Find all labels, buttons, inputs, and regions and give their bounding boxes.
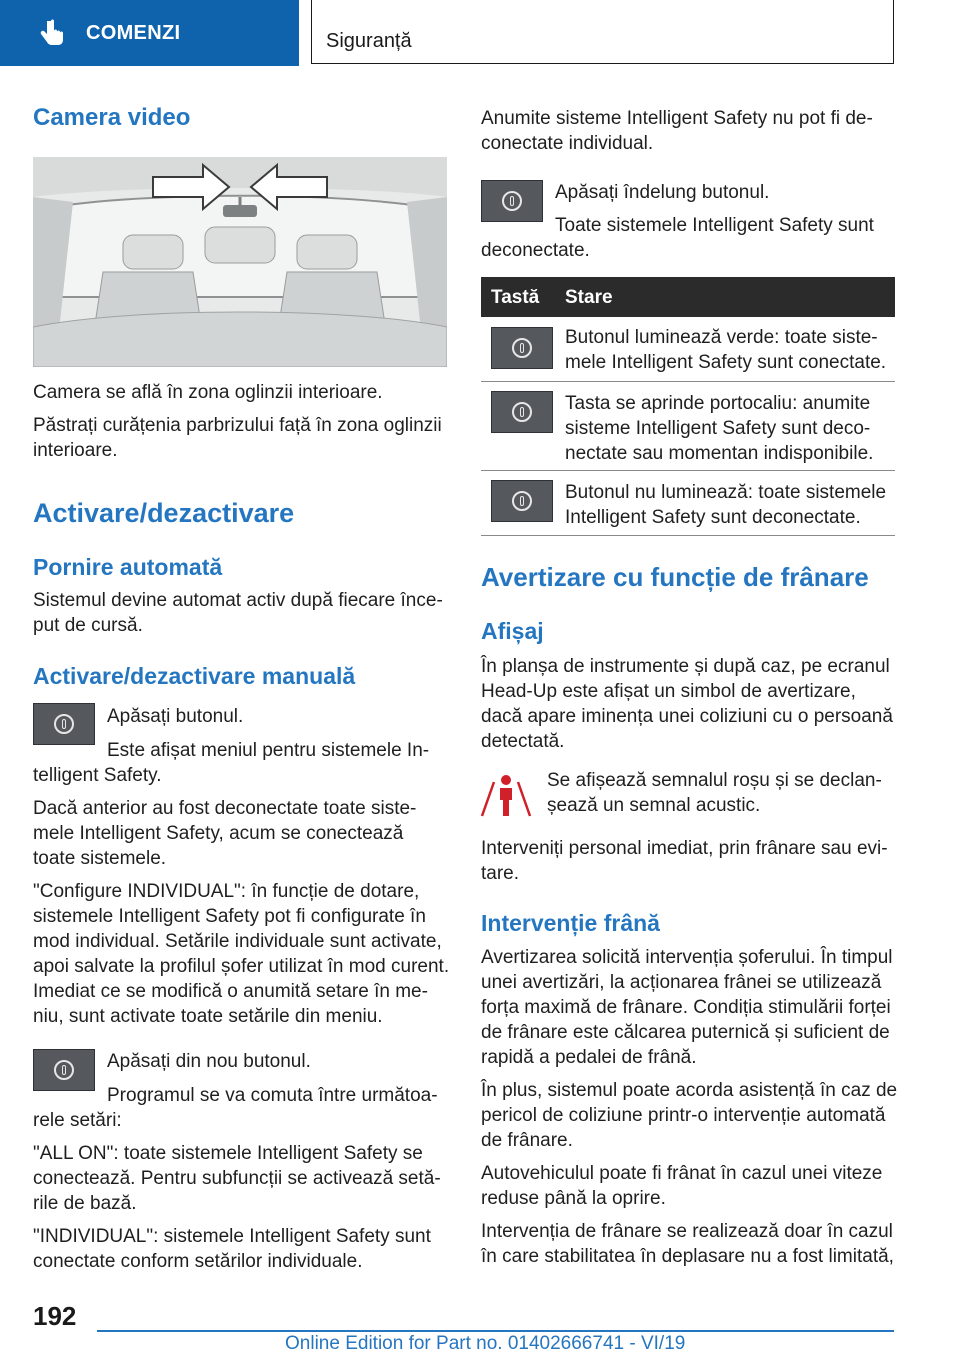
daca-text-b: mele Intelligent Safety, acum se conectează [33,823,404,844]
vehicul-text-a: Autovehiculul poate fi frânat în cazul unei viteze [481,1163,883,1184]
heading-interventie-frana: Intervenție frână [481,910,660,936]
header-section-box [311,0,894,64]
header-tab-comenzi[interactable] [0,0,299,66]
table-col-key: Tastă [491,287,540,308]
allon-text-a: "ALL ON": toate sistemele Intelligent Safety se [33,1143,423,1164]
table-row-1-line-1: Butonul luminează verde: toate siste- [565,327,878,348]
table-divider [481,470,895,471]
config-text-a: "Configure INDIVIDUAL": în funcție de dotare, [33,881,420,902]
toate-text-a: Toate sistemele Intelligent Safety sunt [555,215,874,236]
page-number: 192 [33,1301,77,1331]
solicita-text-e: rapidă a pedalei de frână. [481,1047,697,1068]
dinnou-text: Apăsați din nou butonul. [107,1051,311,1072]
heading-manuala: Activare/dezactivare manuală [33,663,356,689]
comuta-text-b: rele setări: [33,1110,122,1131]
interv-text-a: Interveniți personal imediat, prin frânare sau evi- [481,838,888,859]
plus-text-a: În plus, sistemul poate acorda asistență în caz de [481,1080,898,1101]
camera-text-1: Camera se află în zona oglinzii interioare. [33,382,383,403]
heading-afisaj: Afișaj [481,618,544,644]
semnal-text-a: Se afișează semnalul roșu și se declan- [547,770,882,791]
pornire-text-b: put de cursă. [33,615,143,636]
allon-text-b: conectează. Pentru subfuncții se activează setă- [33,1168,441,1189]
camera-text-2a: Păstrați curățenia parbrizului față în zona oglinzii [33,415,442,436]
indiv-text-a: "INDIVIDUAL": sistemele Intelligent Safety sunt [33,1226,431,1247]
table-row-1-line-2: mele Intelligent Safety sunt conectate. [565,352,887,373]
heading-avertizare: Avertizare cu funcție de frânare [481,562,869,592]
table-row-3-line-2: Intelligent Safety sunt deconectate. [565,507,861,528]
heading-pornire: Pornire automată [33,554,223,580]
config-text-d: apoi salvate la profilul șofer utilizat în mod curent. [33,956,450,977]
table-divider [481,381,895,382]
intelligent-safety-button-icon [491,327,553,369]
pornire-text-a: Sistemul devine automat activ după fiecare înce- [33,590,443,611]
anumite-text-a: Anumite sisteme Intelligent Safety nu pot fi de- [481,108,873,129]
header-tab-label: COMENZI [86,21,181,44]
camera-text-2b: interioare. [33,440,118,461]
interv-text-b: tare. [481,863,520,884]
indelung-text: Apăsați îndelung butonul. [555,182,770,203]
footer-divider [97,1330,894,1332]
table-row-2-line-2: sisteme Intelligent Safety sunt deco- [565,418,871,439]
config-text-e: Imediat ce se modifică o anumită setare în me- [33,981,428,1002]
heading-camera-video: Camera video [33,104,191,131]
rear-camera-interior-image [33,157,447,367]
anumite-text-b: conectate individual. [481,133,654,154]
table-row-3-line-1: Butonul nu luminează: toate sistemele [565,482,887,503]
table-row-2-line-1: Tasta se aprinde portocaliu: anumite [565,393,871,414]
solicita-text-d: de frânare este călcarea puternică și suficient de [481,1022,890,1043]
plansa-text-a: În planșa de instrumente și după caz, pe ecranul [481,656,890,677]
config-text-c: mod individual. Setările individuale sunt activate, [33,931,442,952]
section-title: Siguranță [326,30,412,52]
realiz-text-a: Intervenția de frânare se realizează doar în cazul [481,1221,893,1242]
solicita-text-a: Avertizarea solicită intervenția șoferului. În timpul [481,947,893,968]
intelligent-safety-button-icon [33,1049,95,1091]
semnal-text-b: șează un semnal acustic. [547,795,761,816]
config-text-f: niu, sunt activate toate setările din meniu. [33,1006,383,1027]
intelligent-safety-button-icon [491,391,553,433]
indiv-text-b: conectate conform setărilor individuale. [33,1251,363,1272]
table-divider [481,535,895,536]
pedestrian-warning-icon [480,770,532,820]
apasati-text: Apăsați butonul. [107,706,244,727]
table-row-2-line-3: nectate sau momentan indisponibile. [565,443,874,464]
plansa-text-b: Head-Up este afișat un simbol de avertizare, [481,681,856,702]
plansa-text-d: detectată. [481,731,565,752]
meniu-text-a: Este afișat meniul pentru sistemele In- [107,740,430,761]
config-text-b: sistemele Intelligent Safety pot fi configurate în [33,906,426,927]
allon-text-c: rile de bază. [33,1193,137,1214]
toate-text-b: deconectate. [481,240,590,261]
plus-text-c: de frânare. [481,1130,573,1151]
intelligent-safety-button-icon [33,703,95,745]
intelligent-safety-button-icon [491,480,553,522]
heading-activare: Activare/dezactivare [33,498,295,528]
solicita-text-b: unei avertizări, la acționarea frânei se utilizează [481,972,882,993]
plus-text-b: pericol de coliziune printr-o intervenție automată [481,1105,886,1126]
intelligent-safety-button-icon [481,180,543,222]
daca-text-c: toate sistemele. [33,848,167,869]
hand-pointer-icon [38,18,68,48]
comuta-text-a: Programul se va comuta între următoa- [107,1085,438,1106]
realiz-text-b: în care stabilitatea în deplasare nu a fost limitată, [481,1246,894,1267]
vehicul-text-b: reduse până la oprire. [481,1188,666,1209]
footer-edition-link[interactable]: Online Edition for Part no. 01402666741 - VI/19 [285,1333,686,1354]
plansa-text-c: dacă apare iminența unei coliziuni cu o persoană [481,706,893,727]
meniu-text-b: telligent Safety. [33,765,162,786]
table-header [481,277,895,317]
table-col-state: Stare [565,287,613,308]
daca-text-a: Dacă anterior au fost deconectate toate siste- [33,798,417,819]
solicita-text-c: forța maximă de frânare. Condiția stimulării forței [481,997,891,1018]
